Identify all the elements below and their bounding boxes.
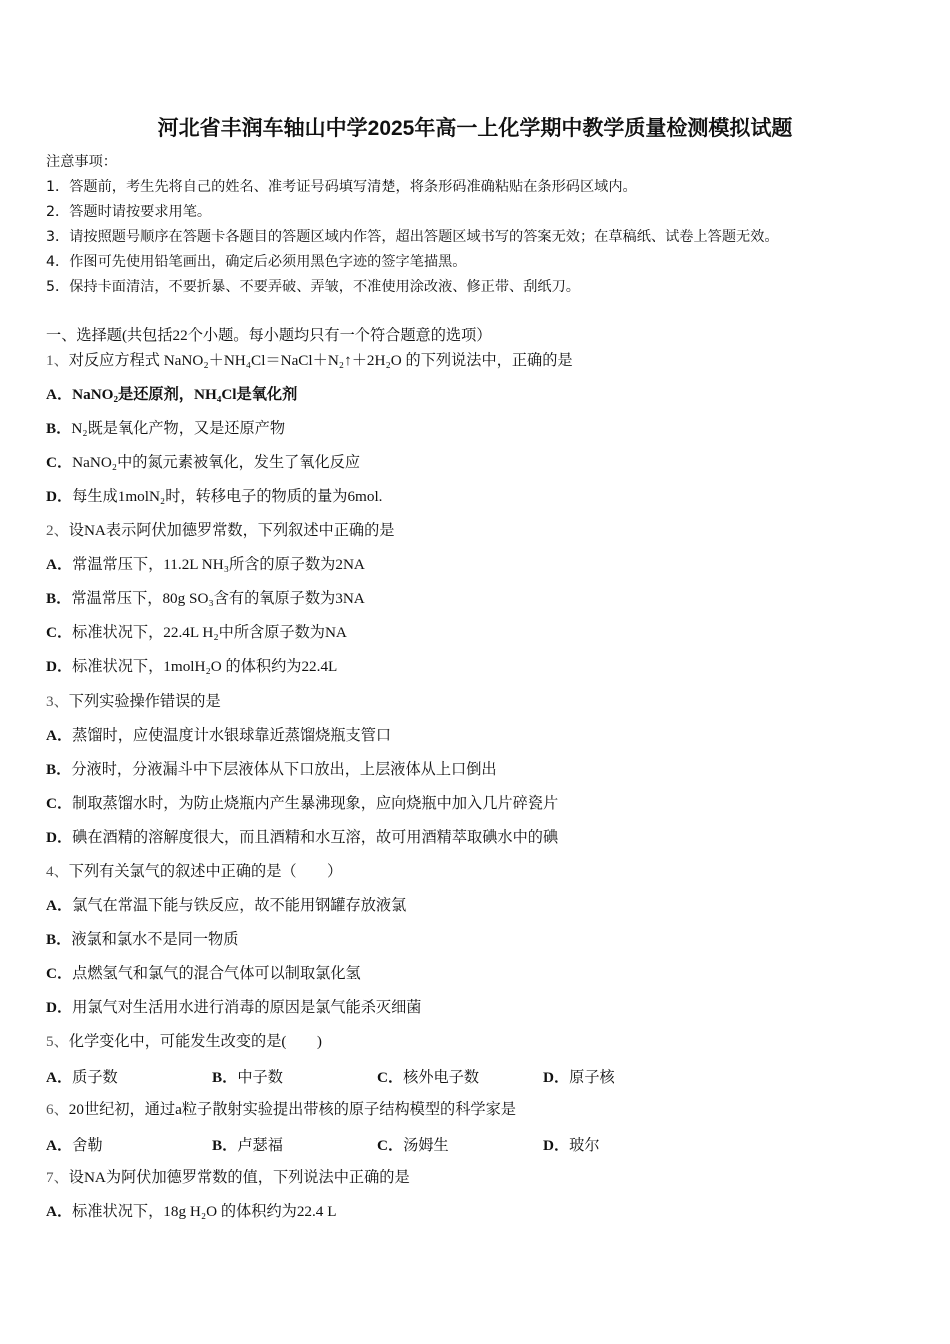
question-6-option-d[interactable]: D．玻尔 — [543, 1137, 600, 1154]
notice-item-1: 1．答题前，考生先将自己的姓名、准考证号码填写清楚，将条形码准确粘贴在条形码区域内。 — [46, 179, 637, 195]
question-number: 1、 — [46, 352, 69, 369]
question-3-option-c[interactable] — [46, 794, 558, 814]
question-text: 下列实验操作错误的是 — [68, 693, 221, 710]
question-5-option-d[interactable]: D．原子核 — [543, 1069, 615, 1086]
option-text: 制取蒸馏水时，为防止烧瓶内产生暴沸现象，应向烧瓶中加入几片碎瓷片 — [72, 795, 559, 812]
question-5-option-b[interactable]: B．中子数 — [212, 1069, 283, 1086]
question-5-options — [46, 1066, 906, 1086]
question-2-option-a[interactable] — [46, 555, 365, 575]
document-title: 河北省丰润车轴山中学2025年高一上化学期中教学质量检测模拟试题 — [157, 117, 793, 140]
question-2-stem — [46, 521, 394, 541]
notice-heading: 注意事项： — [46, 154, 117, 170]
option-label: D． — [46, 658, 73, 675]
option-text: 氯气在常温下能与铁反应，故不能用钢罐存放液氯 — [72, 897, 407, 914]
notice-item-2: 2．答题时请按要求用笔。 — [46, 204, 212, 220]
question-number: 4、 — [46, 863, 69, 880]
question-7-stem — [46, 1168, 410, 1188]
question-6-options — [46, 1134, 906, 1154]
notice-item-4: 4．作图可先使用铅笔画出，确定后必须用黑色字迹的签字笔描黑。 — [46, 254, 467, 270]
option-label: B． — [46, 590, 72, 607]
option-label: B． — [46, 931, 72, 948]
option-text: 蒸馏时，应使温度计水银球靠近蒸馏烧瓶支管口 — [72, 727, 392, 744]
option-text: 每生成1molN₂时，转移电子的物质的量为6mol. — [72, 488, 383, 505]
notice-item-3: 3．请按照题号顺序在答题卡各题目的答题区域内作答，超出答题区域书写的答案无效；在草稿纸、试卷上答题无效。 — [46, 229, 779, 245]
option-label: C． — [46, 965, 73, 982]
question-1-option-a[interactable] — [46, 385, 297, 405]
question-number: 3、 — [46, 693, 69, 710]
question-6-option-a[interactable]: A．舍勒 — [46, 1137, 103, 1154]
question-6-option-b[interactable]: B．卢瑟福 — [212, 1137, 283, 1154]
question-3-option-d[interactable] — [46, 828, 558, 848]
question-4-stem — [46, 862, 342, 882]
question-text: 设NA为阿伏加德罗常数的值，下列说法中正确的是 — [68, 1169, 410, 1186]
option-text: 分液时，分液漏斗中下层液体从下口放出，上层液体从上口倒出 — [71, 761, 497, 778]
question-number: 2、 — [46, 522, 69, 539]
option-text: 常温常压下，11.2L NH₃所含的原子数为2NA — [72, 556, 365, 573]
option-text: NaNO₂是还原剂，NH₄Cl是氧化剂 — [72, 386, 298, 403]
option-label: C． — [46, 454, 73, 471]
notice-item-5: 5．保持卡面清洁，不要折暴、不要弄破、弄皱，不准使用涂改液、修正带、刮纸刀。 — [46, 279, 580, 295]
option-text: 标准状况下，18g H₂O 的体积约为22.4 L — [72, 1203, 337, 1220]
option-label: D． — [46, 829, 73, 846]
question-3-option-b[interactable] — [46, 760, 497, 780]
question-text: 对反应方程式 NaNO₂＋NH₄Cl＝NaCl＋N₂↑＋2H₂O 的下列说法中，正确的是 — [68, 352, 573, 369]
question-6-stem — [46, 1100, 516, 1120]
option-label: C． — [46, 795, 73, 812]
question-2-option-c[interactable] — [46, 623, 347, 643]
question-number: 5、 — [46, 1033, 69, 1050]
option-text: 常温常压下，80g SO₃含有的氧原子数为3NA — [71, 590, 365, 607]
option-label: A． — [46, 897, 73, 914]
question-text: 20世纪初，通过a粒子散射实验提出带核的原子结构模型的科学家是 — [68, 1101, 516, 1118]
option-text: NaNO₂中的氮元素被氧化，发生了氧化反应 — [72, 454, 361, 471]
question-text: 化学变化中，可能发生改变的是( ) — [68, 1033, 322, 1050]
question-2-option-b[interactable] — [46, 589, 365, 609]
option-label: A． — [46, 1203, 73, 1220]
option-label: D． — [46, 488, 73, 505]
question-5-option-c[interactable]: C．核外电子数 — [377, 1069, 480, 1086]
option-text: 液氯和氯水不是同一物质 — [71, 931, 239, 948]
question-4-option-b[interactable] — [46, 930, 238, 950]
question-1-option-d[interactable] — [46, 487, 382, 507]
option-label: B． — [46, 761, 72, 778]
option-label: D． — [46, 999, 73, 1016]
option-text: N₂既是氧化产物，又是还原产物 — [71, 420, 286, 437]
question-7-option-a[interactable] — [46, 1202, 336, 1222]
question-number: 6、 — [46, 1101, 69, 1118]
question-6-option-c[interactable]: C．汤姆生 — [377, 1137, 449, 1154]
option-text: 标准状况下，22.4L H₂中所含原子数为NA — [72, 624, 347, 641]
question-number: 7、 — [46, 1169, 69, 1186]
question-4-option-c[interactable] — [46, 964, 361, 984]
question-1-option-b[interactable] — [46, 419, 285, 439]
question-2-option-d[interactable] — [46, 657, 337, 677]
question-text: 下列有关氯气的叙述中正确的是（ ） — [68, 863, 343, 880]
question-text: 设NA表示阿伏加德罗常数，下列叙述中正确的是 — [68, 522, 395, 539]
option-label: C． — [46, 624, 73, 641]
option-label: B． — [46, 420, 72, 437]
question-4-option-a[interactable] — [46, 896, 406, 916]
option-text: 用氯气对生活用水进行消毒的原因是氯气能杀灭细菌 — [72, 999, 422, 1016]
question-3-option-a[interactable] — [46, 726, 391, 746]
question-5-option-a[interactable]: A．质子数 — [46, 1069, 118, 1086]
question-5-stem — [46, 1032, 322, 1052]
question-1-option-c[interactable] — [46, 453, 360, 473]
option-text: 点燃氢气和氯气的混合气体可以制取氯化氢 — [72, 965, 361, 982]
question-4-option-d[interactable] — [46, 998, 421, 1018]
option-text: 碘在酒精的溶解度很大，而且酒精和水互溶，故可用酒精萃取碘水中的碘 — [72, 829, 559, 846]
question-3-stem — [46, 692, 221, 712]
option-label: A． — [46, 727, 73, 744]
section-heading: 一、选择题(共包括22个小题。每小题均只有一个符合题意的选项） — [46, 327, 492, 344]
option-label: A． — [46, 556, 73, 573]
option-text: 标准状况下，1molH₂O 的体积约为22.4L — [72, 658, 338, 675]
question-1-stem — [46, 351, 573, 371]
option-label: A． — [46, 386, 73, 403]
